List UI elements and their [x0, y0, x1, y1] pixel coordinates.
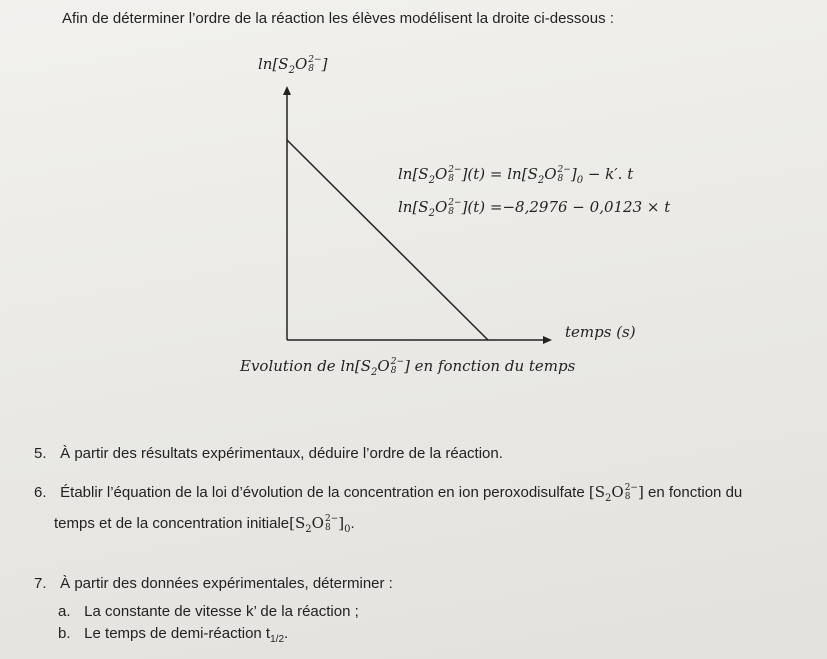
y-axis-arrow [283, 86, 291, 95]
question-7b: b. Le temps de demi-réaction $t_{1/2}$. [58, 625, 289, 645]
y-axis-label: $\ln[S_2O$ 2− 8 ] [258, 55, 328, 76]
chart-caption: Evolution de $\ln[S_2O$ 2− 8 ] en fonction du temps [240, 357, 576, 378]
x-axis-label: temps (s) [565, 323, 636, 341]
question-6: 6. Établir l’équation de la loi d’évolution de la concentration en ion peroxodisulfate [$S_2O$ 2− 8 ] en fonction du temps et de la concentration $initiale[S_2O$ 2− 8 ]$_0$. [34, 483, 743, 535]
question-7: 7. À partir des données expérimentales, déterminer : [34, 575, 393, 592]
x-axis-arrow [543, 336, 552, 344]
equation-general: $\ln[S_2O$ 2− 8 ]$(t) = \ln[S_2O$ 2− 8 ]$_0 - k'$. t [398, 165, 634, 186]
equation-numeric: $\ln[S_2O$ 2− 8 ](t) =−8,2976 − 0,0123 × t [398, 198, 671, 219]
question-7a: a. La constante de vitesse k’ de la réaction ; [58, 603, 359, 620]
intro-text: Afin de déterminer l’ordre de la réaction les élèves modélisent la droite ci-dessous : [62, 10, 614, 27]
question-5: 5. À partir des résultats expérimentaux, déduire l’ordre de la réaction. [34, 445, 503, 462]
